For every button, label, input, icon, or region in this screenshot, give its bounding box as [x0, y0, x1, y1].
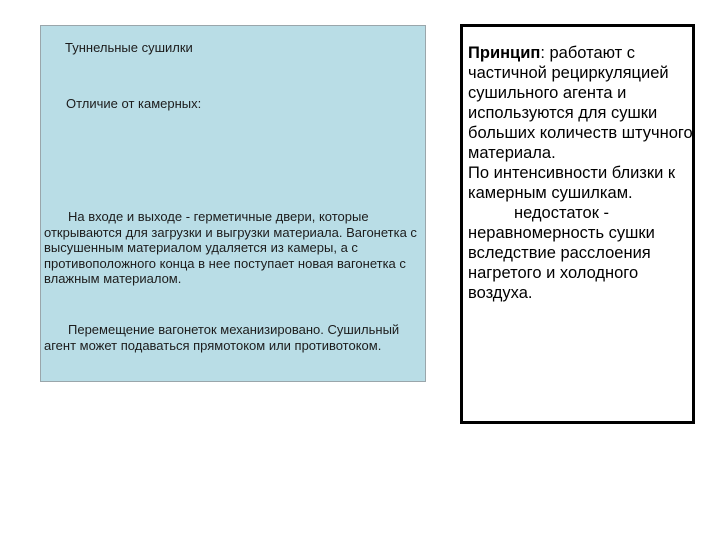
drawback-text: неравномерность сушки вследствие расслоения нагретого и холодного воздуха.: [468, 224, 655, 302]
principle-block: [468, 43, 693, 163]
principle-label: Принцип: [468, 44, 541, 62]
drawback-label: недостаток -: [514, 204, 610, 222]
difference-heading: Отличие от камерных:: [66, 96, 202, 111]
paragraph-movement: Перемещение вагонеток механизировано. Сушильный агент может подаваться прямотоком или противотоком.: [44, 322, 400, 353]
right-panel-text: [468, 43, 693, 303]
principle-text: : работают с частичной рециркуляцией сушильного агента и используются для сушки больших количеств штучного материала.: [468, 44, 693, 162]
right-panel: [460, 24, 695, 424]
panel-title: Туннельные сушилки: [65, 40, 193, 55]
intensity-text: По интенсивности близки к камерным сушилкам.: [468, 164, 676, 202]
paragraph-doors: На входе и выходе - герметичные двери, которые открываются для загрузки и выгрузки материала. Вагонетка с высушенным материалом удаляется из камеры, а с противоположного конца в нее поступает новая вагонетка с влажным материалом.: [44, 209, 417, 286]
left-panel: [40, 25, 426, 382]
